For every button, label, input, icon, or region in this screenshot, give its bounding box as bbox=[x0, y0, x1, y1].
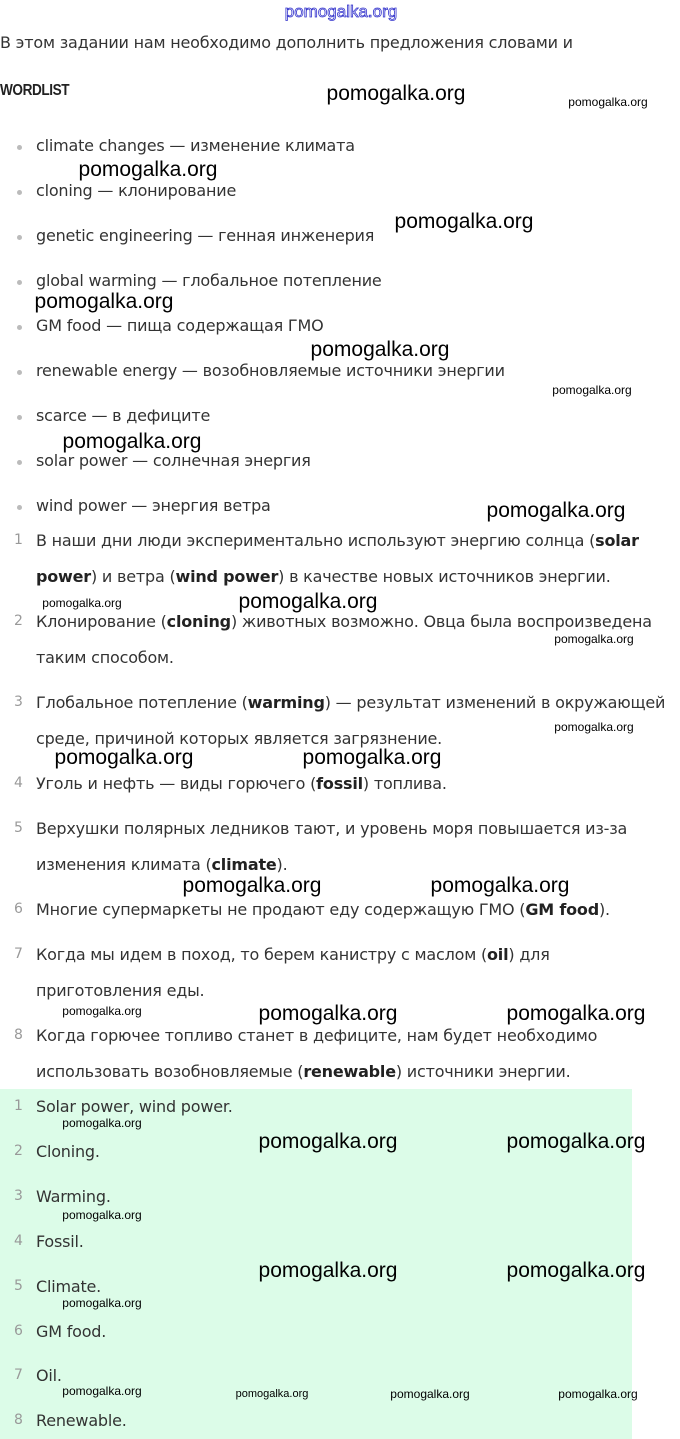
watermark: pomogalka.org bbox=[42, 596, 122, 610]
sentence-text: среде, причиной которых является загрязнение. bbox=[36, 729, 443, 748]
wordlist-item: climate changes — изменение климата bbox=[36, 136, 355, 155]
watermark: pomogalka.org bbox=[235, 1388, 309, 1400]
sentence-line bbox=[36, 729, 442, 748]
sentence-line bbox=[36, 855, 287, 874]
sentence-number: 2 bbox=[14, 613, 23, 629]
sentence-text: ) топлива. bbox=[362, 774, 447, 793]
sentence-text: ). bbox=[276, 855, 288, 874]
sentence-text: Клонирование ( bbox=[36, 612, 167, 631]
watermark: pomogalka.org bbox=[258, 1259, 398, 1282]
watermark: pomogalka.org bbox=[552, 383, 632, 397]
watermark: pomogalka.org bbox=[62, 1116, 142, 1130]
sentence-number: 7 bbox=[14, 946, 23, 962]
sentence-line bbox=[36, 774, 447, 793]
sentence-text: Уголь и нефть — виды горючего ( bbox=[36, 774, 317, 793]
watermark: pomogalka.org bbox=[558, 1387, 638, 1401]
answer-word: fossil bbox=[316, 774, 363, 793]
wordlist-item: genetic engineering — генная инженерия bbox=[36, 226, 375, 245]
sentence-text: Верхушки полярных ледников тают, и уровень моря повышается из-за bbox=[36, 819, 628, 838]
sentence-text: таким способом. bbox=[36, 648, 174, 667]
sentence-number: 8 bbox=[14, 1027, 23, 1043]
answer-text: Solar power, wind power. bbox=[36, 1097, 233, 1116]
watermark: pomogalka.org bbox=[506, 1259, 646, 1282]
answer-text: Oil. bbox=[36, 1366, 62, 1386]
watermark: pomogalka.org bbox=[554, 720, 634, 734]
sentence-number: 3 bbox=[14, 694, 23, 710]
watermark: pomogalka.org bbox=[394, 210, 534, 233]
sentence-line bbox=[36, 531, 639, 550]
watermark: pomogalka.org bbox=[326, 82, 466, 105]
answer-text: Warming. bbox=[36, 1186, 111, 1206]
sentence-number: 6 bbox=[14, 901, 23, 917]
answer-word: solar bbox=[595, 531, 639, 550]
answer-number: 6 bbox=[14, 1322, 23, 1339]
watermark: pomogalka.org bbox=[258, 1002, 398, 1025]
sentence-text: ) и ветра ( bbox=[90, 567, 176, 586]
watermark: pomogalka.org bbox=[506, 1002, 646, 1025]
sentence-text: ) животных возможно. Овца была воспроизведена bbox=[230, 612, 652, 631]
sentence-line bbox=[36, 693, 665, 712]
answer-number: 8 bbox=[14, 1412, 23, 1429]
wordlist-heading: WORDLIST bbox=[0, 82, 70, 99]
watermark: pomogalka.org bbox=[284, 2, 398, 21]
answer-word: climate bbox=[211, 855, 277, 874]
wordlist-item: GM food — пища содержащая ГМО bbox=[36, 316, 324, 335]
sentence-number: 5 bbox=[14, 820, 23, 836]
sentence-text: ) — результат изменений в окружающей bbox=[324, 693, 666, 712]
watermark: pomogalka.org bbox=[62, 1296, 142, 1310]
sentence-text: В наши дни люди экспериментально используют энергию солнца ( bbox=[36, 531, 596, 550]
watermark: pomogalka.org bbox=[182, 874, 322, 897]
answer-word: cloning bbox=[166, 612, 231, 631]
bullet-icon bbox=[17, 190, 22, 195]
sentence-line bbox=[36, 612, 652, 631]
sentence-number: 4 bbox=[14, 775, 23, 791]
sentence-line bbox=[36, 819, 627, 838]
sentence-line bbox=[36, 1026, 597, 1045]
answer-number: 2 bbox=[14, 1142, 23, 1159]
sentence-line bbox=[36, 945, 550, 964]
wordlist-item: global warming — глобальное потепление bbox=[36, 271, 382, 290]
sentence-line bbox=[36, 900, 610, 919]
answer-text: Fossil. bbox=[36, 1231, 84, 1251]
watermark: pomogalka.org bbox=[390, 1387, 470, 1401]
sentence-line bbox=[36, 567, 611, 586]
watermark: pomogalka.org bbox=[34, 290, 174, 313]
answer-text: Cloning. bbox=[36, 1141, 100, 1161]
sentence-line bbox=[36, 1062, 571, 1081]
watermark: pomogalka.org bbox=[238, 590, 378, 613]
sentence-text: ) в качестве новых источников энергии. bbox=[278, 567, 611, 586]
answer-number: 7 bbox=[14, 1367, 23, 1384]
answer-word: power bbox=[36, 567, 91, 586]
watermark: pomogalka.org bbox=[62, 1004, 142, 1018]
sentence-line bbox=[36, 648, 174, 667]
answer-text: Climate. bbox=[36, 1276, 102, 1296]
sentence-text: Когда горючее топливо станет в дефиците, нам будет необходимо bbox=[36, 1026, 598, 1045]
watermark: pomogalka.org bbox=[506, 1130, 646, 1153]
wordlist-item: solar power — солнечная энергия bbox=[36, 451, 311, 470]
sentence-text: изменения климата ( bbox=[36, 855, 212, 874]
answer-text: Renewable. bbox=[36, 1411, 127, 1431]
sentence-text: ). bbox=[598, 900, 610, 919]
answer-number: 5 bbox=[14, 1277, 23, 1294]
wordlist-item: scarce — в дефиците bbox=[36, 406, 211, 425]
watermark: pomogalka.org bbox=[302, 746, 442, 769]
answer-word: GM food bbox=[525, 900, 599, 919]
sentence-text: Когда мы идем в поход, то берем канистру с маслом ( bbox=[36, 945, 488, 964]
watermark: pomogalka.org bbox=[54, 746, 194, 769]
answer-text: GM food. bbox=[36, 1321, 107, 1341]
bullet-icon bbox=[17, 505, 22, 510]
sentence-text: Многие супермаркеты не продают еду содержащую ГМО ( bbox=[36, 900, 526, 919]
watermark: pomogalka.org bbox=[554, 632, 634, 646]
watermark: pomogalka.org bbox=[258, 1130, 398, 1153]
wordlist-item: cloning — клонирование bbox=[36, 181, 237, 200]
answer-number: 4 bbox=[14, 1232, 23, 1249]
watermark: pomogalka.org bbox=[310, 338, 450, 361]
sentence-text: ) источники энергии. bbox=[395, 1062, 571, 1081]
watermark: pomogalka.org bbox=[62, 1384, 142, 1398]
sentence-number: 1 bbox=[14, 532, 23, 548]
bullet-icon bbox=[17, 415, 22, 420]
watermark: pomogalka.org bbox=[62, 1208, 142, 1222]
answer-word: warming bbox=[247, 693, 325, 712]
intro-text: В этом задании нам необходимо дополнить предложения словами и bbox=[0, 33, 573, 52]
bullet-icon bbox=[17, 145, 22, 150]
answer-number: 3 bbox=[14, 1187, 23, 1204]
bullet-icon bbox=[17, 460, 22, 465]
bullet-icon bbox=[17, 235, 22, 240]
bullet-icon bbox=[17, 280, 22, 285]
watermark: pomogalka.org bbox=[78, 158, 218, 181]
answer-word: oil bbox=[487, 945, 509, 964]
watermark: pomogalka.org bbox=[486, 499, 626, 522]
wordlist-item: renewable energy — возобновляемые источники энергии bbox=[36, 361, 505, 380]
sentence-text: приготовления еды. bbox=[36, 981, 205, 1000]
sentence-line bbox=[36, 981, 204, 1000]
bullet-icon bbox=[17, 370, 22, 375]
watermark: pomogalka.org bbox=[62, 430, 202, 453]
answer-word: wind power bbox=[175, 567, 279, 586]
bullet-icon bbox=[17, 325, 22, 330]
watermark: pomogalka.org bbox=[568, 95, 648, 109]
watermark: pomogalka.org bbox=[430, 874, 570, 897]
sentence-text: Глобальное потепление ( bbox=[36, 693, 248, 712]
wordlist-item: wind power — энергия ветра bbox=[36, 496, 271, 515]
sentence-text: использовать возобновляемые ( bbox=[36, 1062, 304, 1081]
answer-number: 1 bbox=[14, 1098, 23, 1114]
answer-word: renewable bbox=[303, 1062, 396, 1081]
sentence-text: ) для bbox=[508, 945, 550, 964]
